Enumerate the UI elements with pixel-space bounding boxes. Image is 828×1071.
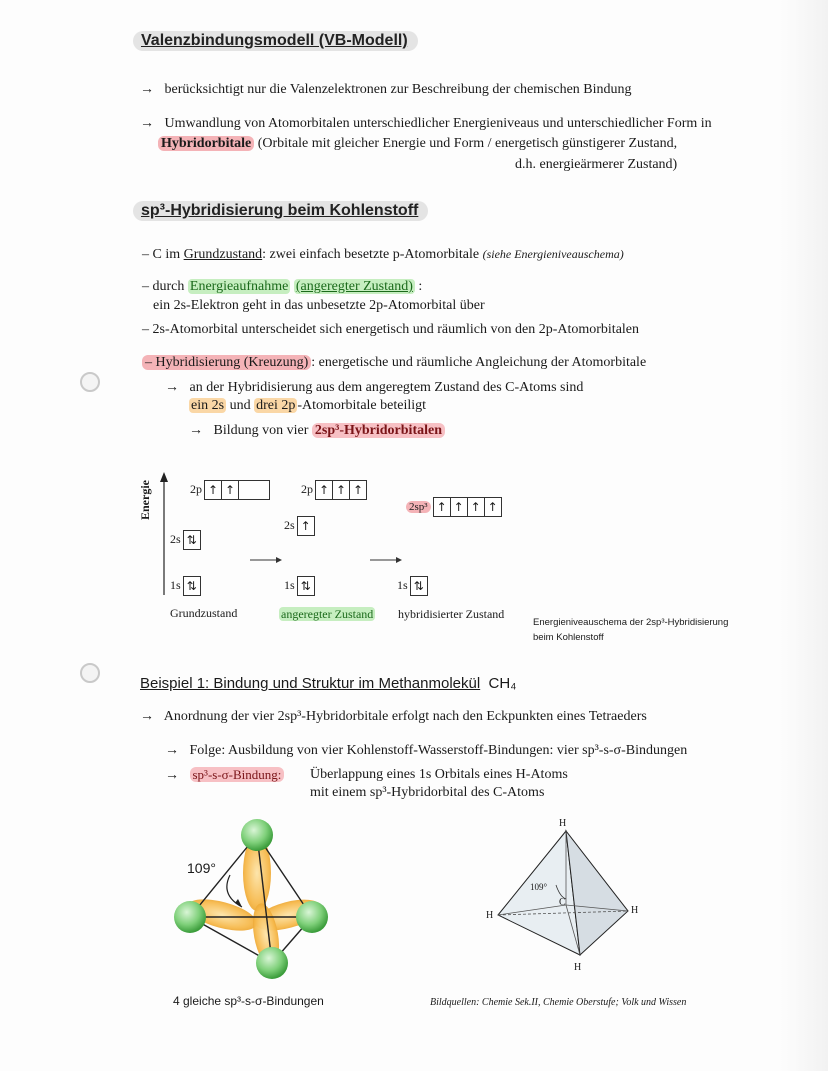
intro-text-2: Umwandlung von Atomorbitalen unterschiedlicher Energieniveaus und unterschiedlicher Form in [164,116,712,131]
arrow-icon: → [140,116,154,131]
bullet-hybridisierung: – Hybridisierung (Kreuzung) : energetische und räumliche Angleichung der Atomorbitale [142,355,646,371]
methane-orbital-figure [160,815,350,985]
arrow-icon: → [140,82,154,97]
sub-bullet-bildung: → Bildung von vier 2sp³-Hybridorbitalen [189,423,445,439]
punch-hole-top [80,372,100,392]
arrow-icon: → [165,380,179,395]
excited-2s: 2s ↑ [284,516,315,536]
ground-1s: 1s ⇅ [170,576,201,596]
bullet-grundzustand: – C im Grundzustand: zwei einfach besetzte p-Atomorbitale (siehe Energieniveauschema) [142,247,624,262]
intro-line-1 [140,82,632,98]
formula-ch4: CH₄ [488,675,517,692]
example-line-3 [165,767,284,784]
label-hybrid: hybridisierter Zustand [398,607,505,621]
intro-text-3: (Orbitale mit gleicher Energie und Form / energetisch günstigerer Zustand, [254,136,678,151]
h-atom-right [296,901,328,933]
excited-1s: 1s ⇅ [284,576,315,596]
intro-line-3 [158,136,677,152]
highlight-hybridisierung: – Hybridisierung (Kreuzung) [142,355,311,370]
tetra-angle-label: 109° [530,882,548,892]
label-ground: Grundzustand [170,606,238,620]
h-atom-bottom [256,947,288,979]
diagram-caption-1: Energieniveauschema der 2sp³-Hybridisierung [533,617,729,628]
state-arrow-2 [368,553,404,567]
ground-2p: 2p ↑ ↑ [190,480,270,500]
example-title: Beispiel 1: Bindung und Struktur im Methanmolekül CH₄ [140,675,517,692]
intro-text-1: berücksichtigt nur die Valenzelektronen zur Beschreibung der chemischen Bindung [164,82,632,97]
arrow-icon: → [165,768,179,783]
arrow-icon: → [165,743,179,758]
tetra-c: C [559,897,566,908]
energy-axis-label: Energie [138,480,152,520]
state-arrow-1 [248,553,284,567]
tetra-h-left: H [486,910,494,921]
tetra-h-bottom: H [574,962,582,973]
bond-angle-label: 109° [187,860,216,876]
arrow-icon: → [140,709,154,724]
example-line-2: → Folge: Ausbildung von vier Kohlenstoff-Wasserstoff-Bindungen: vier sp³-s-σ-Bindungen [165,743,688,758]
highlight-sp3-s-sigma: sp³-s-σ-Bindung: [190,767,285,782]
tetra-h-right: H [631,905,639,916]
sub-bullet-beteiligt-line2: ein 2s und drei 2p -Atomorbitale beteiligt [191,398,427,413]
intro-line-4: d.h. energieärmerer Zustand) [515,157,678,172]
example-line-3a: Überlappung eines 1s Orbitals eines H-Atoms [310,767,568,782]
image-sources: Bildquellen: Chemie Sek.II, Chemie Oberstufe; Volk und Wissen [430,997,687,1008]
ground-2s: 2s ⇅ [170,530,201,550]
hybrid-1s: 1s ⇅ [397,576,428,596]
arrow-icon: → [189,423,203,438]
bullet-2s-orbital: – 2s-Atomorbital unterscheidet sich energetisch und räumlich von den 2p-Atomorbitalen [142,322,640,337]
hybrid-2sp3: 2sp³ ↑ ↑ ↑ ↑ [406,497,502,517]
example-line-3b: mit einem sp³-Hybridorbital des C-Atoms [310,785,545,800]
punch-hole-bottom [80,663,100,683]
highlight-2sp3: 2sp³-Hybridorbitalen [312,423,445,438]
tetra-h-top: H [559,818,567,829]
diagram-caption-2: beim Kohlenstoff [533,632,604,643]
highlight-hybridorbitale: Hybridorbitale [158,136,254,151]
example-line-1: → Anordnung der vier 2sp³-Hybridorbitale erfolgt nach den Eckpunkten eines Tetraeders [140,709,647,724]
h-atom-top [241,819,273,851]
h-atom-left [174,901,206,933]
label-excited: angeregter Zustand [281,607,374,621]
bullet-energieaufnahme: – durch Energieaufnahme (angeregter Zustand) : [142,279,423,294]
sub-bullet-beteiligt: → an der Hybridisierung aus dem angeregtem Zustand des C-Atoms sind [165,380,584,395]
intro-line-2 [140,116,712,132]
section-title-sp3: sp³-Hybridisierung beim Kohlenstoff [133,201,428,221]
figure-caption: 4 gleiche sp³-s-σ-Bindungen [173,994,324,1008]
excited-2p: 2p ↑ ↑ ↑ [301,480,367,500]
page-title: Valenzbindungsmodell (VB-Modell) [133,31,418,51]
page-edge-shadow [780,0,828,1071]
bullet-energieaufnahme-line2: ein 2s-Elektron geht in das unbesetzte 2p-Atomorbital über [153,298,485,313]
